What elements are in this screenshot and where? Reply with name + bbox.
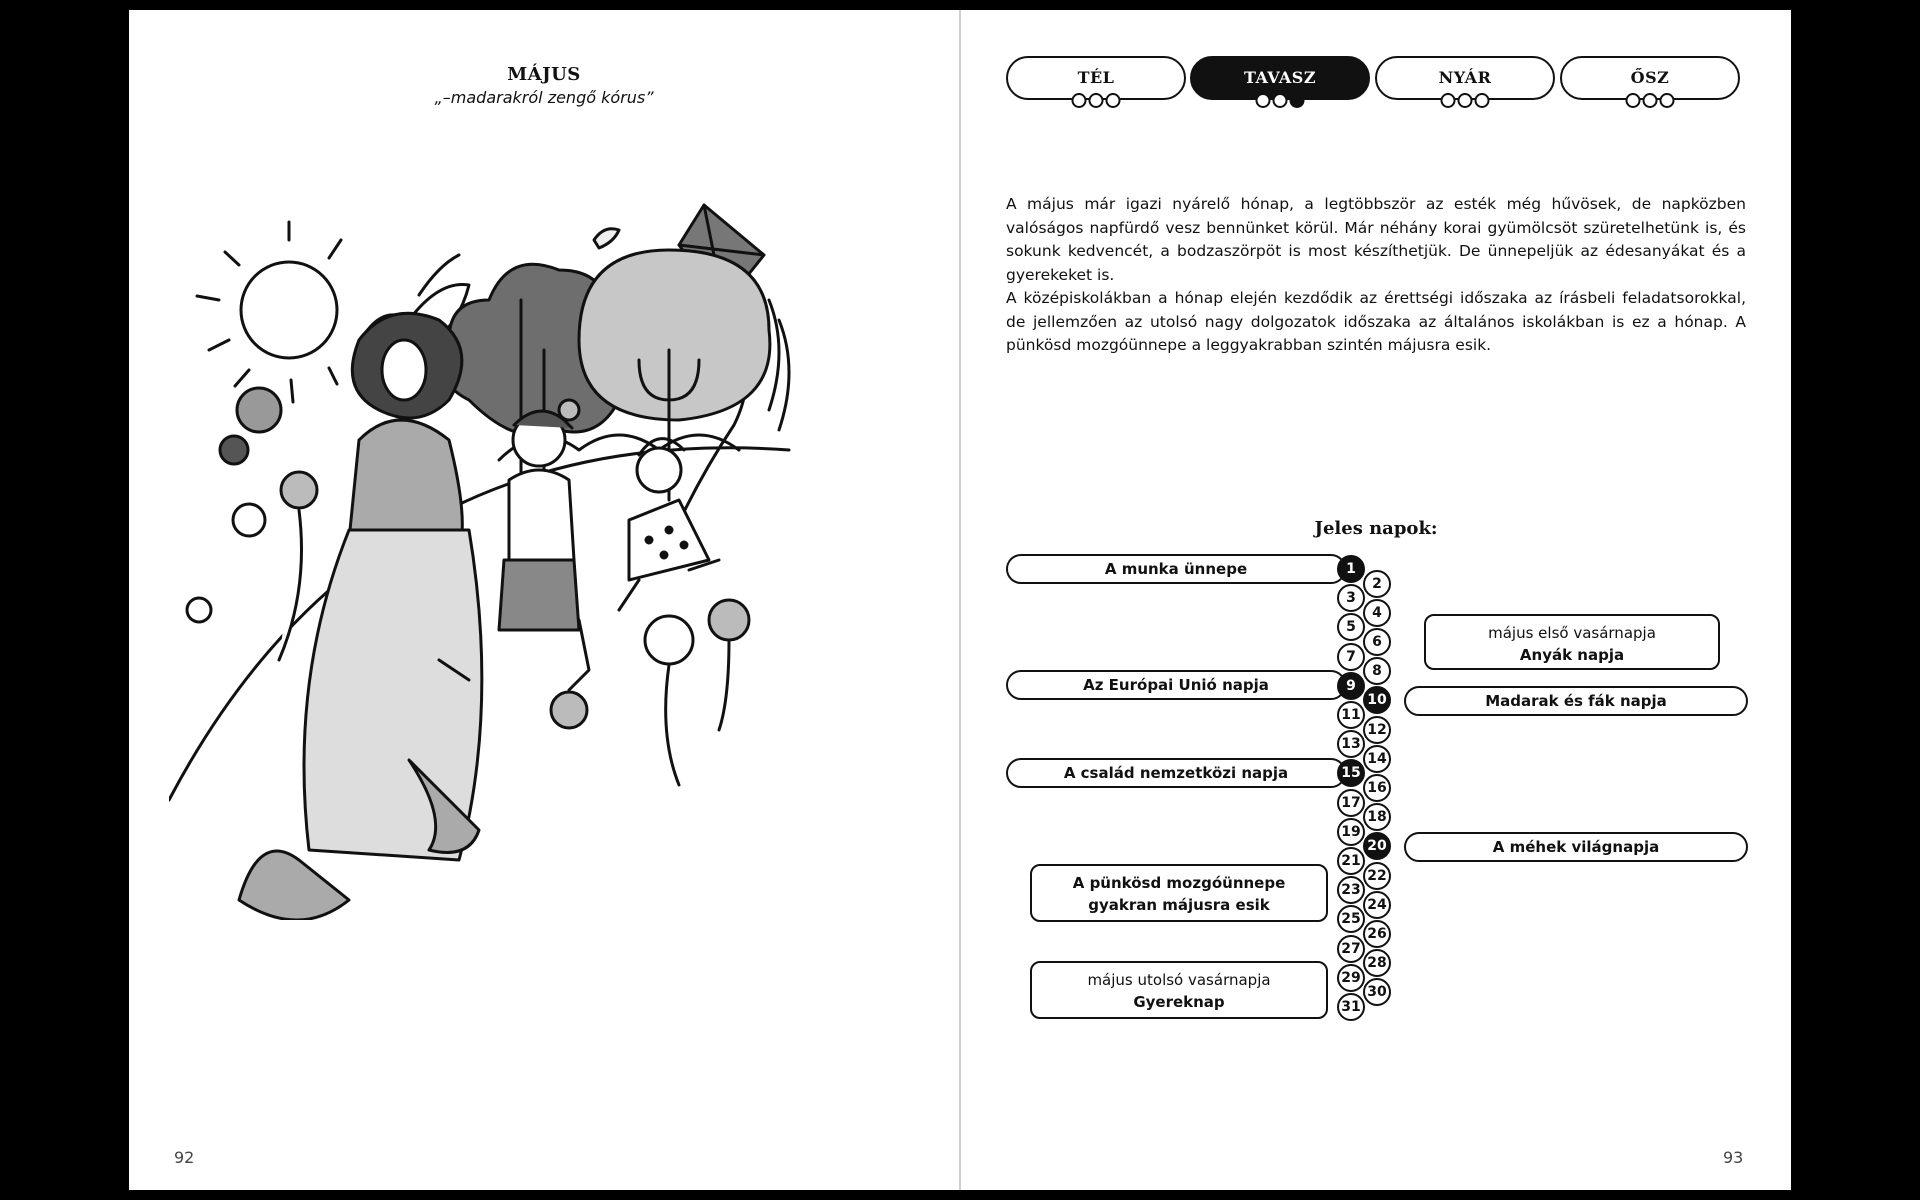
small-bird-icon <box>594 229 619 248</box>
sun-icon <box>197 222 341 402</box>
jeles-napok-heading: Jeles napok: <box>1314 518 1438 539</box>
intro-paragraph: A középiskolákban a hónap elején kezdődik az érettségi időszaka az írásbeli feladatsorokkal, de jellemzően az utolsó nagy dolgozatok időszaka az általános iskolákban is ez a hónap. A pünkösd mozgóünnepe a leggyakrabban szintén májusra esik. <box>1006 289 1746 354</box>
month-subtitle: „–madarakról zengő kórus” <box>434 88 654 107</box>
box-line: gyakran májusra esik <box>1088 896 1270 914</box>
season-tab-osz[interactable] <box>1560 56 1740 100</box>
day-circle: 25 <box>1337 905 1365 933</box>
page-number: 93 <box>1723 1148 1744 1167</box>
season-dots <box>1626 93 1675 108</box>
page-number: 92 <box>174 1148 195 1167</box>
day-circle: 20 <box>1363 832 1391 860</box>
day-circle: 28 <box>1363 949 1391 977</box>
month-title: MÁJUS <box>507 64 581 85</box>
box-line: A pünkösd mozgóünnepe <box>1072 874 1286 892</box>
day-circle: 16 <box>1363 774 1391 802</box>
day-circle: 21 <box>1337 847 1365 875</box>
box-title: Anyák napja <box>1519 646 1625 664</box>
right-page <box>961 10 1791 1190</box>
event-csalad-napja: A család nemzetközi napja <box>1006 758 1346 788</box>
box-anyak-napja <box>1424 614 1720 670</box>
day-circle: 13 <box>1337 730 1365 758</box>
day-circle: 19 <box>1337 818 1365 846</box>
day-circle: 22 <box>1363 862 1391 890</box>
event-madarak-fak: Madarak és fák napja <box>1404 686 1748 716</box>
day-circle: 18 <box>1363 803 1391 831</box>
day-circle: 14 <box>1363 745 1391 773</box>
day-circle: 31 <box>1337 993 1365 1021</box>
left-page <box>129 10 959 1190</box>
season-dots <box>1441 93 1490 108</box>
day-circle: 15 <box>1337 759 1365 787</box>
box-line: május utolsó vasárnapja <box>1087 971 1271 989</box>
intro-text <box>1006 193 1746 358</box>
girl-figure <box>619 439 719 610</box>
box-gyereknap <box>1030 961 1328 1019</box>
season-label: ŐSZ <box>1630 68 1670 87</box>
day-circle: 3 <box>1337 584 1365 612</box>
season-tab-tel[interactable] <box>1006 56 1186 100</box>
season-tab-nyar[interactable] <box>1375 56 1555 100</box>
season-label: TAVASZ <box>1243 68 1317 87</box>
day-circle: 17 <box>1337 789 1365 817</box>
day-circle: 24 <box>1363 891 1391 919</box>
day-circle: 29 <box>1337 964 1365 992</box>
day-circle: 7 <box>1337 643 1365 671</box>
event-mehek-vilagnapja: A méhek világnapja <box>1404 832 1748 862</box>
intro-paragraph: A május már igazi nyárelő hónap, a legtöbbször az esték még hűvösek, de napközben valóságos napfürdő vesz bennünket körül. Már néhány korai gyümölcsöt szüretelhetünk is, és sokunk kedvencét, a bodzaszörpöt is most készíthetjük. De ünnepeljük az édesanyákat és a gyerekeket is. <box>1006 195 1746 284</box>
season-dots <box>1072 93 1121 108</box>
day-circle: 11 <box>1337 701 1365 729</box>
box-punkosd <box>1030 864 1328 922</box>
day-circle: 9 <box>1337 672 1365 700</box>
day-circle: 30 <box>1363 978 1391 1006</box>
day-circle: 23 <box>1337 876 1365 904</box>
day-circle: 27 <box>1337 935 1365 963</box>
day-circle: 5 <box>1337 613 1365 641</box>
season-tab-tavasz[interactable] <box>1190 56 1370 100</box>
spring-walk-illustration <box>169 200 929 920</box>
day-circle: 8 <box>1363 657 1391 685</box>
day-circle: 4 <box>1363 599 1391 627</box>
season-label: NYÁR <box>1438 68 1492 87</box>
season-label: TÉL <box>1077 68 1115 87</box>
event-munka-unnepe: A munka ünnepe <box>1006 554 1346 584</box>
light-tree <box>579 250 770 420</box>
box-line: május első vasárnapja <box>1488 624 1656 642</box>
day-circle: 1 <box>1337 555 1365 583</box>
box-title: Gyereknap <box>1133 993 1225 1011</box>
event-europai-unio: Az Európai Unió napja <box>1006 670 1346 700</box>
season-dots <box>1256 93 1305 108</box>
day-circle: 12 <box>1363 716 1391 744</box>
day-circle: 2 <box>1363 570 1391 598</box>
day-circle: 6 <box>1363 628 1391 656</box>
day-circle: 26 <box>1363 920 1391 948</box>
day-circle: 10 <box>1363 686 1391 714</box>
